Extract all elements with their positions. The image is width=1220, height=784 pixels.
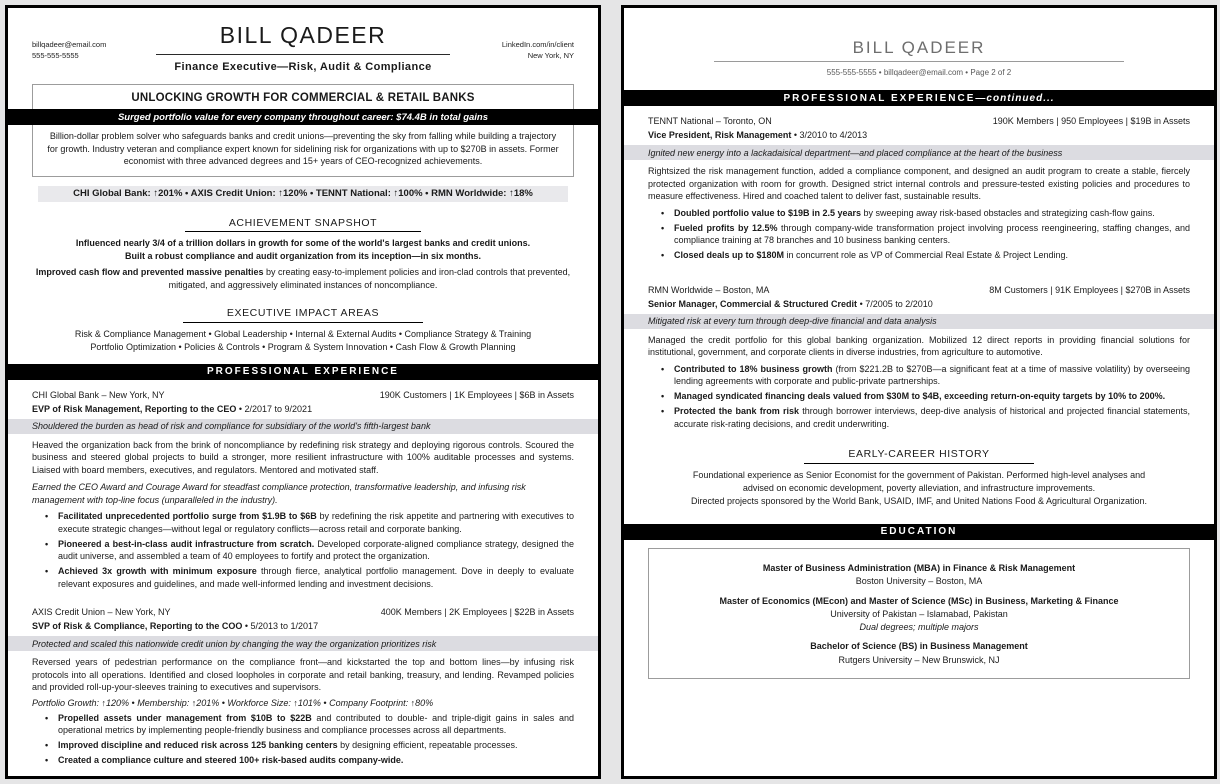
phone-text: 555-555-5555 [32,50,79,60]
bullet-item: • Managed syndicated financing deals valued from $30M to $4B, exceeding return-on-equity targets by 10% to 200%. [674,390,1190,403]
degree-school: Rutgers University – New Brunswick, NJ [838,654,1000,665]
job-title: Senior Manager, Commercial & Structured Credit [648,298,858,309]
achievement-snapshot-heading: ACHIEVEMENT SNAPSHOT [32,213,574,233]
job-dates: • 3/2010 to 4/2013 [791,130,868,140]
bullet-item: • Created a compliance culture and steered 100+ risk-based audits company-wide. [58,754,574,767]
job-impact-statement: Shouldered the burden as head of risk and compliance for subsidiary of the world's fifth-largest bank [8,419,598,434]
job-stats: 400K Members | 2K Employees | $22B in Assets [380,607,574,617]
job-growth-metrics: Portfolio Growth: ↑120% • Membership: ↑201% • Workforce Size: ↑101% • Company Footprint: ↑80% [32,697,434,708]
job-bullets [648,207,1190,262]
professional-experience-continued-bar: PROFESSIONAL EXPERIENCE—continued... [624,90,1214,106]
job-impact-statement: Mitigated risk at every turn through deep-dive financial and data analysis [624,314,1214,329]
name-underline [714,61,1124,62]
achievement-line-1: Influenced nearly 3/4 of a trillion dollars in growth for some of the world's largest banks and credit unions. [75,238,531,248]
page1-header [32,22,574,73]
job-stats: 190K Customers | 1K Employees | $6B in Assets [379,389,574,400]
job-impact-statement: Protected and scaled this nationwide credit union by changing the way the organization prioritizes risk [8,636,598,651]
bullet-item: • Facilitated unprecedented portfolio surge from $1.9B to $6B by redefining the risk appetite and partnering with executives to execute strategic changes—without legal or regulatory conflicts—across retail and corporate banking. [58,510,574,535]
linkedin-text: LinkedIn.com/in/client [501,40,574,49]
header-center [150,22,456,73]
bullet-item: • Fueled profits by 12.5% through company-wide transformation project involving process reengineering, staffing changes, and compliance training at 78 branches and 10 business banking centers. [674,222,1190,247]
contact-right [456,40,574,73]
location-text: New York, NY [527,50,574,60]
job-award-note: Earned the CEO Award and Courage Award for steadfast compliance protection, transformative leadership, and infusing risk management with top-line focus (unparalleled in the industry). [32,482,526,505]
job-bullets [32,510,574,590]
job-bullets [32,712,574,767]
summary-box [32,84,574,177]
job-summary: Rightsized the risk management function, added a compliance component, and designed an audit program to create a stable, fiercely protected organization with room for growth. Designed strict internal controls and pressure-tested existing policies and procedures to measure effectiveness. Hired and coached talent to deliver fast, sustainable results. [648,166,1190,201]
bullet-item: • Protected the bank from risk through borrower interviews, deep-dive analysis of historical and projected financial statements, accurate risk-rating decisions, and credit underwriting. [674,405,1190,430]
bullet-item: • Propelled assets under management from $10B to $22B and contributed to double- and triple-digit gains in sales and operational metrics by implementing people-friendly business and compliance processes across all departments. [58,712,574,737]
job-title: SVP of Risk & Compliance, Reporting to the COO [32,621,243,631]
job-company: CHI Global Bank – New York, NY [32,389,165,400]
job-title: EVP of Risk Management, Reporting to the CEO [32,403,237,414]
early-career-heading: EARLY-CAREER HISTORY [648,444,1190,464]
summary-headline: UNLOCKING GROWTH FOR COMMERCIAL & RETAIL BANKS [131,92,475,104]
bullet-item: • Doubled portfolio value to $19B in 2.5 years by sweeping away risk-based obstacles and strategizing cash-flow gains. [674,207,1190,220]
email-text: billqadeer@email.com [32,40,107,49]
job-dates: • 7/2005 to 2/2010 [857,298,933,309]
achievement-line-2: Built a robust compliance and audit organization from its inception—in six months. [124,251,482,261]
contact-left [32,40,150,73]
impact-areas-line-1: Risk & Compliance Management • Global Leadership • Internal & External Audits • Compliance Strategy & Training [74,328,532,339]
candidate-tagline: Finance Executive—Risk, Audit & Compliance [174,61,432,73]
education-entry [659,562,1179,588]
early-career-line-2: advised on economic development, poverty alleviation, and infrastructure improvements. [742,482,1096,493]
bullet-item: • Contributed to 18% business growth (from $221.2B to $270B—a significant feat at a time of massive volatility) by overseeing lending agreements with corporate and public-private partnerships. [674,363,1190,388]
education-box [648,548,1190,680]
degree-title: Master of Business Administration (MBA) in Finance & Risk Management [762,562,1076,573]
education-entry [659,595,1179,634]
job-dates: • 2/2017 to 9/2021 [236,403,313,414]
degree-title: Master of Economics (MEcon) and Master of Science (MSc) in Business, Marketing & Finance [719,595,1119,606]
job-company: RMN Worldwide – Boston, MA [648,284,770,295]
impact-areas-heading: EXECUTIVE IMPACT AREAS [32,303,574,323]
degree-title: Bachelor of Science (BS) in Business Management [810,641,1028,651]
education-bar: EDUCATION [624,524,1214,540]
candidate-name: BILL QADEER [156,22,450,55]
job-bullets [648,363,1190,431]
job-tennt-national [648,115,1190,262]
early-career-line-3: Directed projects sponsored by the World Bank, USAID, IMF, and United Nations Food & Agricultural Organization. [690,495,1148,506]
early-career-line-1: Foundational experience as Senior Economist for the government of Pakistan. Performed high-level analyses and [692,469,1146,480]
job-chi-global-bank [32,389,574,591]
degree-school: University of Pakistan – Islamabad, Pakistan [830,609,1008,619]
education-entry [659,640,1179,666]
bullet-item: • Achieved 3x growth with minimum exposure through fierce, analytical portfolio management. Dove in deeply to evaluate relevant exposures and guidelines, and made well-informed lending and investment decisions. [58,565,574,590]
job-company: TENNT National – Toronto, ON [648,116,772,126]
job-company: AXIS Credit Union – New York, NY [32,607,171,617]
job-stats: 190K Members | 950 Employees | $19B in Assets [992,116,1190,126]
job-axis-credit-union [32,606,574,767]
degree-school: Boston University – Boston, MA [855,576,983,586]
resume-page-2 [621,5,1217,779]
job-title: Vice President, Risk Management [648,130,792,140]
bullet-item: • Pioneered a best-in-class audit infrastructure from scratch. Developed corporate-aligned compliance strategy, designed the audit universe, and assembled a team of 40 employees to fortify and protect the organization. [58,538,574,563]
job-summary: Reversed years of pedestrian performance on the compliance front—and kickstarted the top and bottom lines—by infusing risk protocols into all operations. Identified and closed loopholes in corporate and retail banking, treasury, and lending. Revamped policies and provided roll-up-your-sleeves training to executives and supervisors. [32,657,574,692]
page2-contact-line: 555-555-5555 • billqadeer@email.com • Page 2 of 2 [826,68,1012,77]
company-metrics-bar: CHI Global Bank: ↑201% • AXIS Credit Union: ↑120% • TENNT National: ↑100% • RMN Worldwide: ↑18% [38,186,568,202]
job-rmn-worldwide [648,284,1190,431]
impact-areas-line-2: Portfolio Optimization • Policies & Controls • Program & System Innovation • Cash Flow & Growth Planning [90,341,516,352]
bullet-item: • Closed deals up to $180M in concurrent role as VP of Commercial Real Estate & Project Lending. [674,249,1190,262]
job-summary: Managed the credit portfolio for this global banking organization. Mobilized 12 direct reports in providing financial solutions for institutional, government, and corporate clients in diverse industries, from agriculture to automotive. [648,334,1190,357]
summary-body: Billion-dollar problem solver who safeguards banks and credit unions—preventing the sky from falling while building a trajectory for growth. Industry veteran and compliance expert known for sidelining risk for organizations with up to $270B in assets. Former economist with three advanced degrees and 15+ years of CEO-recognized achievements. [47,131,559,166]
job-stats: 8M Customers | 91K Employees | $270B in Assets [989,284,1190,295]
job-dates: • 5/2013 to 1/2017 [242,621,319,631]
resume-page-1 [5,5,601,779]
degree-note: Dual degrees; multiple majors [859,621,979,632]
job-summary: Heaved the organization back from the brink of noncompliance by redefining risk strategy and deploying rigorous controls. Scoured the business and steered global projects to build a stronger, more resilient infrastructure with 100% auditable processes and systems. Liaised with board members, executives, and regulators. Mentored and motivated staff. [32,439,574,475]
professional-experience-bar: PROFESSIONAL EXPERIENCE [8,364,598,380]
candidate-name-page2: BILL QADEER [852,38,986,57]
bullet-item: • Improved discipline and reduced risk across 125 banking centers by designing efficient, repeatable processes. [58,739,574,752]
summary-banner: Surged portfolio value for every company throughout career: $74.4B in total gains [8,109,599,125]
job-impact-statement: Ignited new energy into a lackadaisical department—and placed compliance at the heart of the business [624,145,1214,160]
achievement-line-3: Improved cash flow and prevented massive penalties by creating easy-to-implement policies and iron-clad controls that prevented, mitigated, and aggressively eliminated instances of noncompliance. [35,267,571,290]
